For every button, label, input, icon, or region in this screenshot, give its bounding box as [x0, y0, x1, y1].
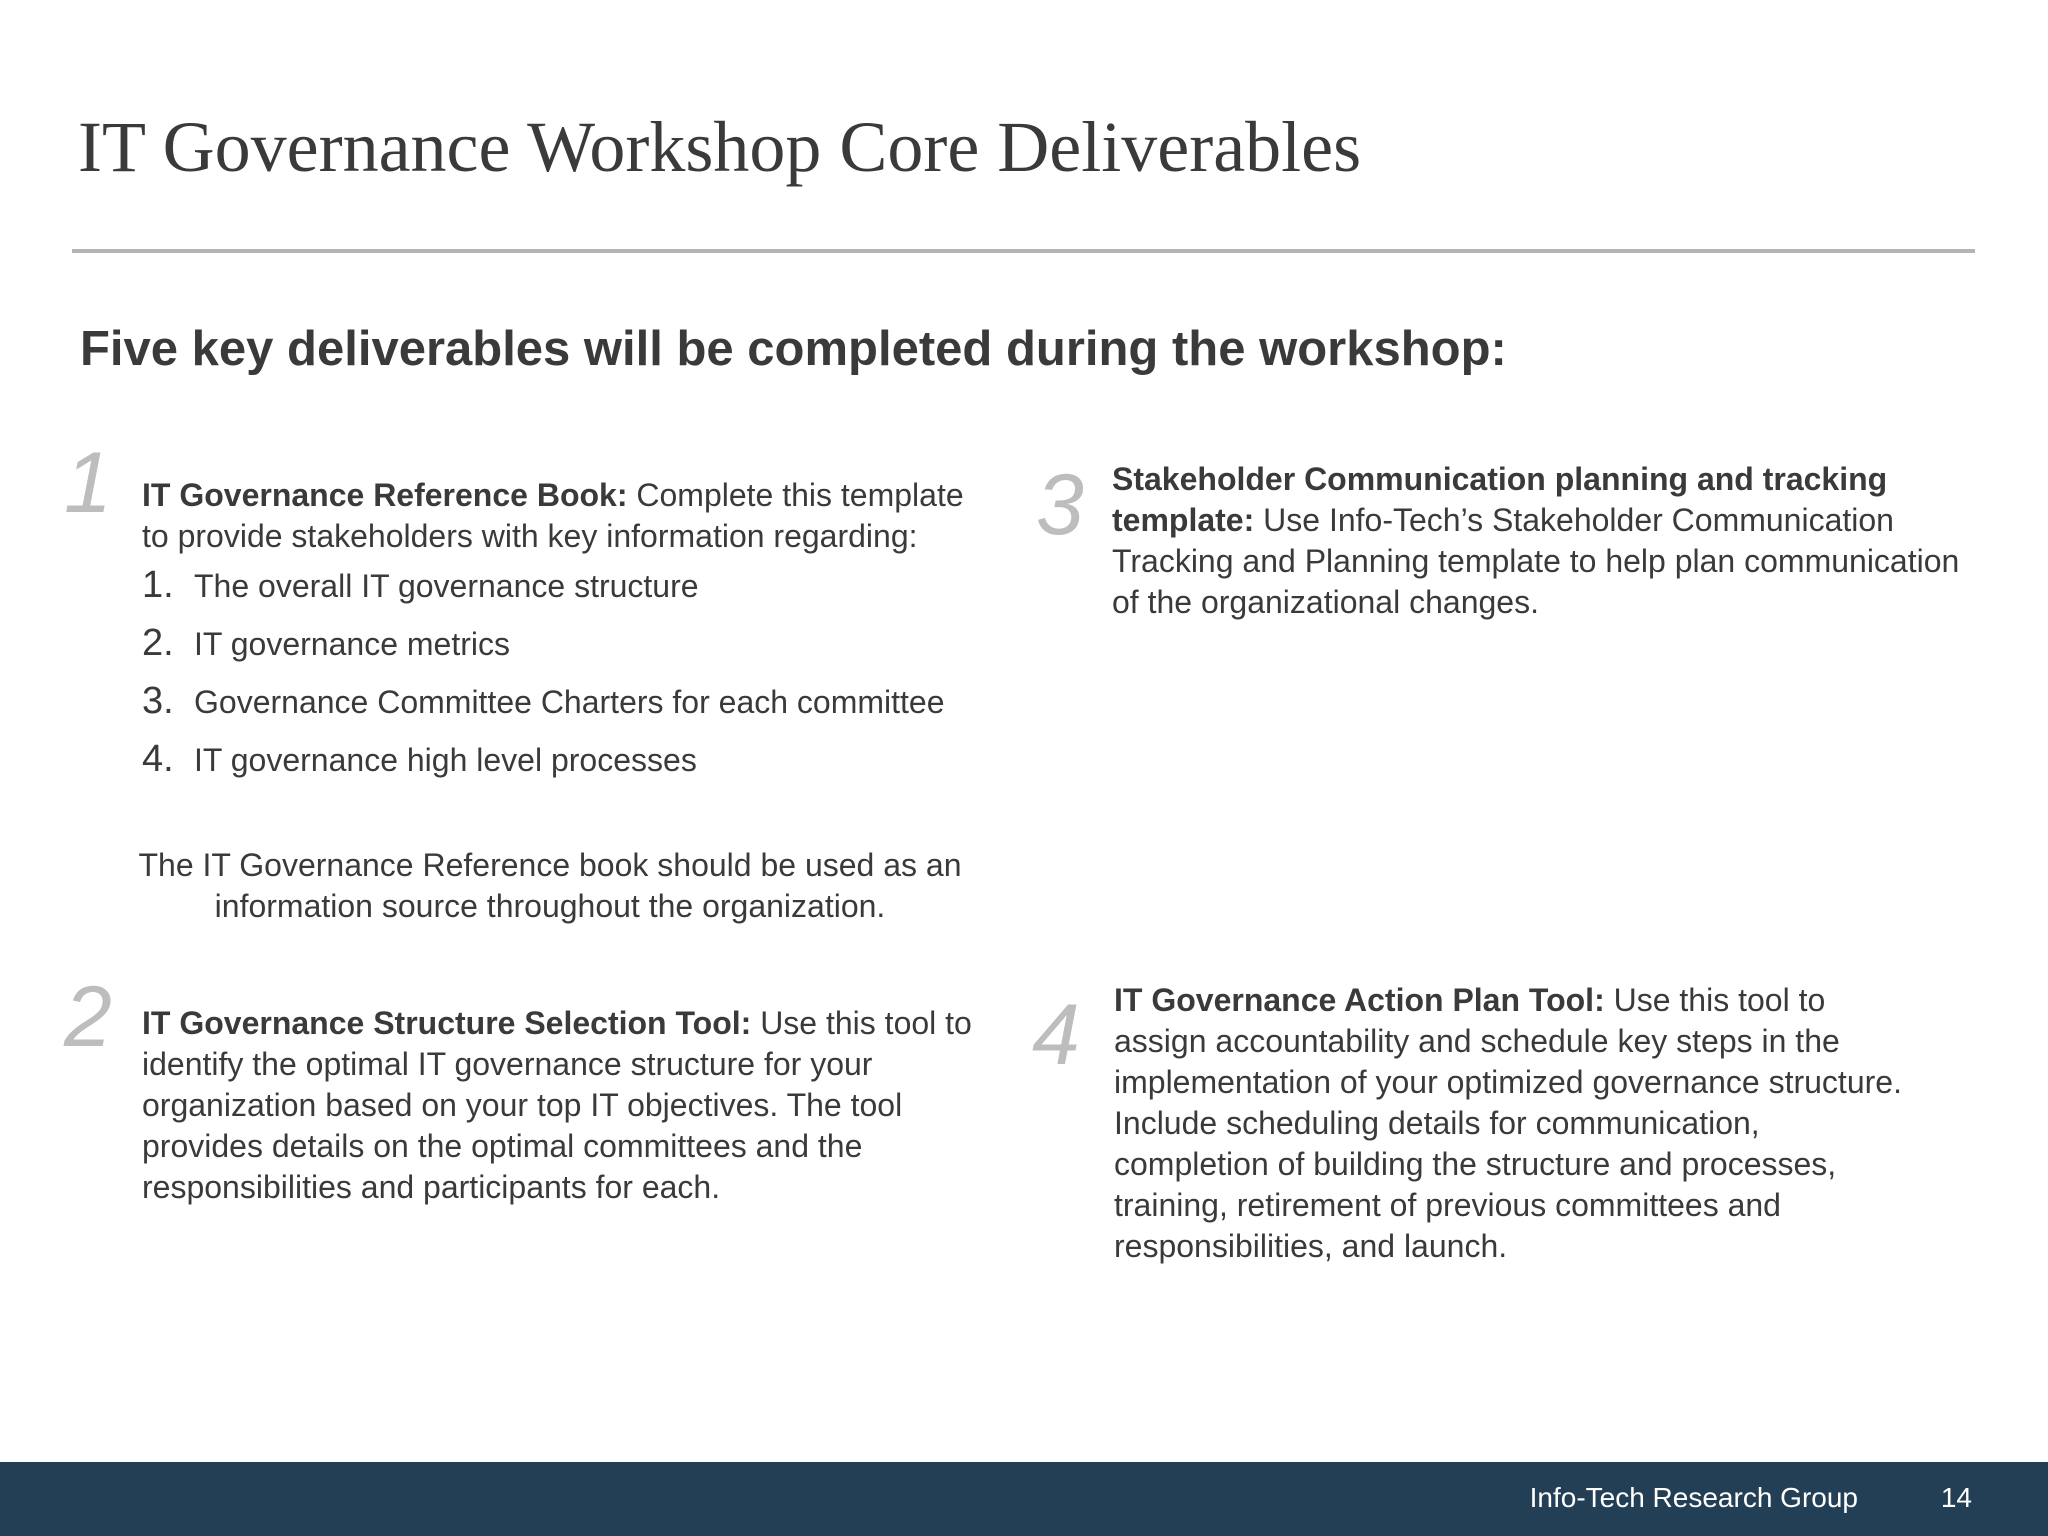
deliverable-3-body: Use Info-Tech’s Stakeholder Communication Tracking and Planning template to help plan communication of the organizational changes.: [1112, 502, 1960, 620]
deliverable-4-text: [1114, 980, 1914, 1267]
list-item-number: 4.: [142, 738, 174, 780]
list-item-number: 1.: [142, 564, 174, 606]
deliverable-2-heading: IT Governance Structure Selection Tool:: [142, 1005, 752, 1041]
deliverable-4-number: 4: [1032, 987, 1080, 1083]
list-item-number: 3.: [142, 680, 174, 722]
footer-organization: Info-Tech Research Group: [1529, 1482, 1858, 1513]
list-item-text: Governance Committee Charters for each committee: [194, 684, 945, 720]
deliverable-4-body: Use this tool to assign accountability and schedule key steps in the implementation of your optimized governance structure. Include scheduling details for communication, completion of building the structure and processes, training, retirement of previous committees and responsibilities, and launch.: [1114, 982, 1902, 1264]
list-item: [142, 739, 972, 797]
list-item-number: 2.: [142, 622, 174, 664]
deliverable-1-number: 1: [64, 435, 112, 531]
deliverable-4-heading: IT Governance Action Plan Tool:: [1114, 982, 1605, 1018]
deliverable-3-number: 3: [1036, 457, 1084, 553]
list-item: [142, 681, 972, 739]
deliverable-1-text: [142, 475, 972, 797]
list-item-text: IT governance high level processes: [194, 742, 697, 778]
slide-subtitle: Five key deliverables will be completed during the workshop:: [80, 322, 1507, 376]
list-item-text: The overall IT governance structure: [194, 568, 699, 604]
deliverable-2-text: [142, 1003, 1002, 1208]
list-item: [142, 623, 972, 681]
slide-title: IT Governance Workshop Core Deliverables: [78, 107, 1362, 187]
deliverable-2-number: 2: [64, 969, 112, 1065]
deliverable-3-heading: Stakeholder Communication planning and tracking template:: [1112, 461, 1888, 538]
title-divider: [72, 249, 1975, 253]
deliverable-2-body: Use this tool to identify the optimal IT governance structure for your organization based on your top IT objectives. The tool provides details on the optimal committees and the responsibilities and participants for each.: [142, 1005, 972, 1205]
footer-bar: [0, 1462, 2048, 1536]
deliverable-1-list: [142, 565, 972, 797]
list-item-text: IT governance metrics: [194, 626, 510, 662]
deliverable-1-body: Complete this template to provide stakeholders with key information regarding:: [142, 477, 964, 554]
page-number: 14: [1940, 1482, 1972, 1513]
deliverable-1-note: The IT Governance Reference book should be used as an information source throughout the organization.: [138, 847, 962, 924]
deliverable-1-heading: IT Governance Reference Book:: [142, 477, 628, 513]
list-item: [142, 565, 972, 623]
deliverable-3-text: [1112, 459, 1972, 623]
